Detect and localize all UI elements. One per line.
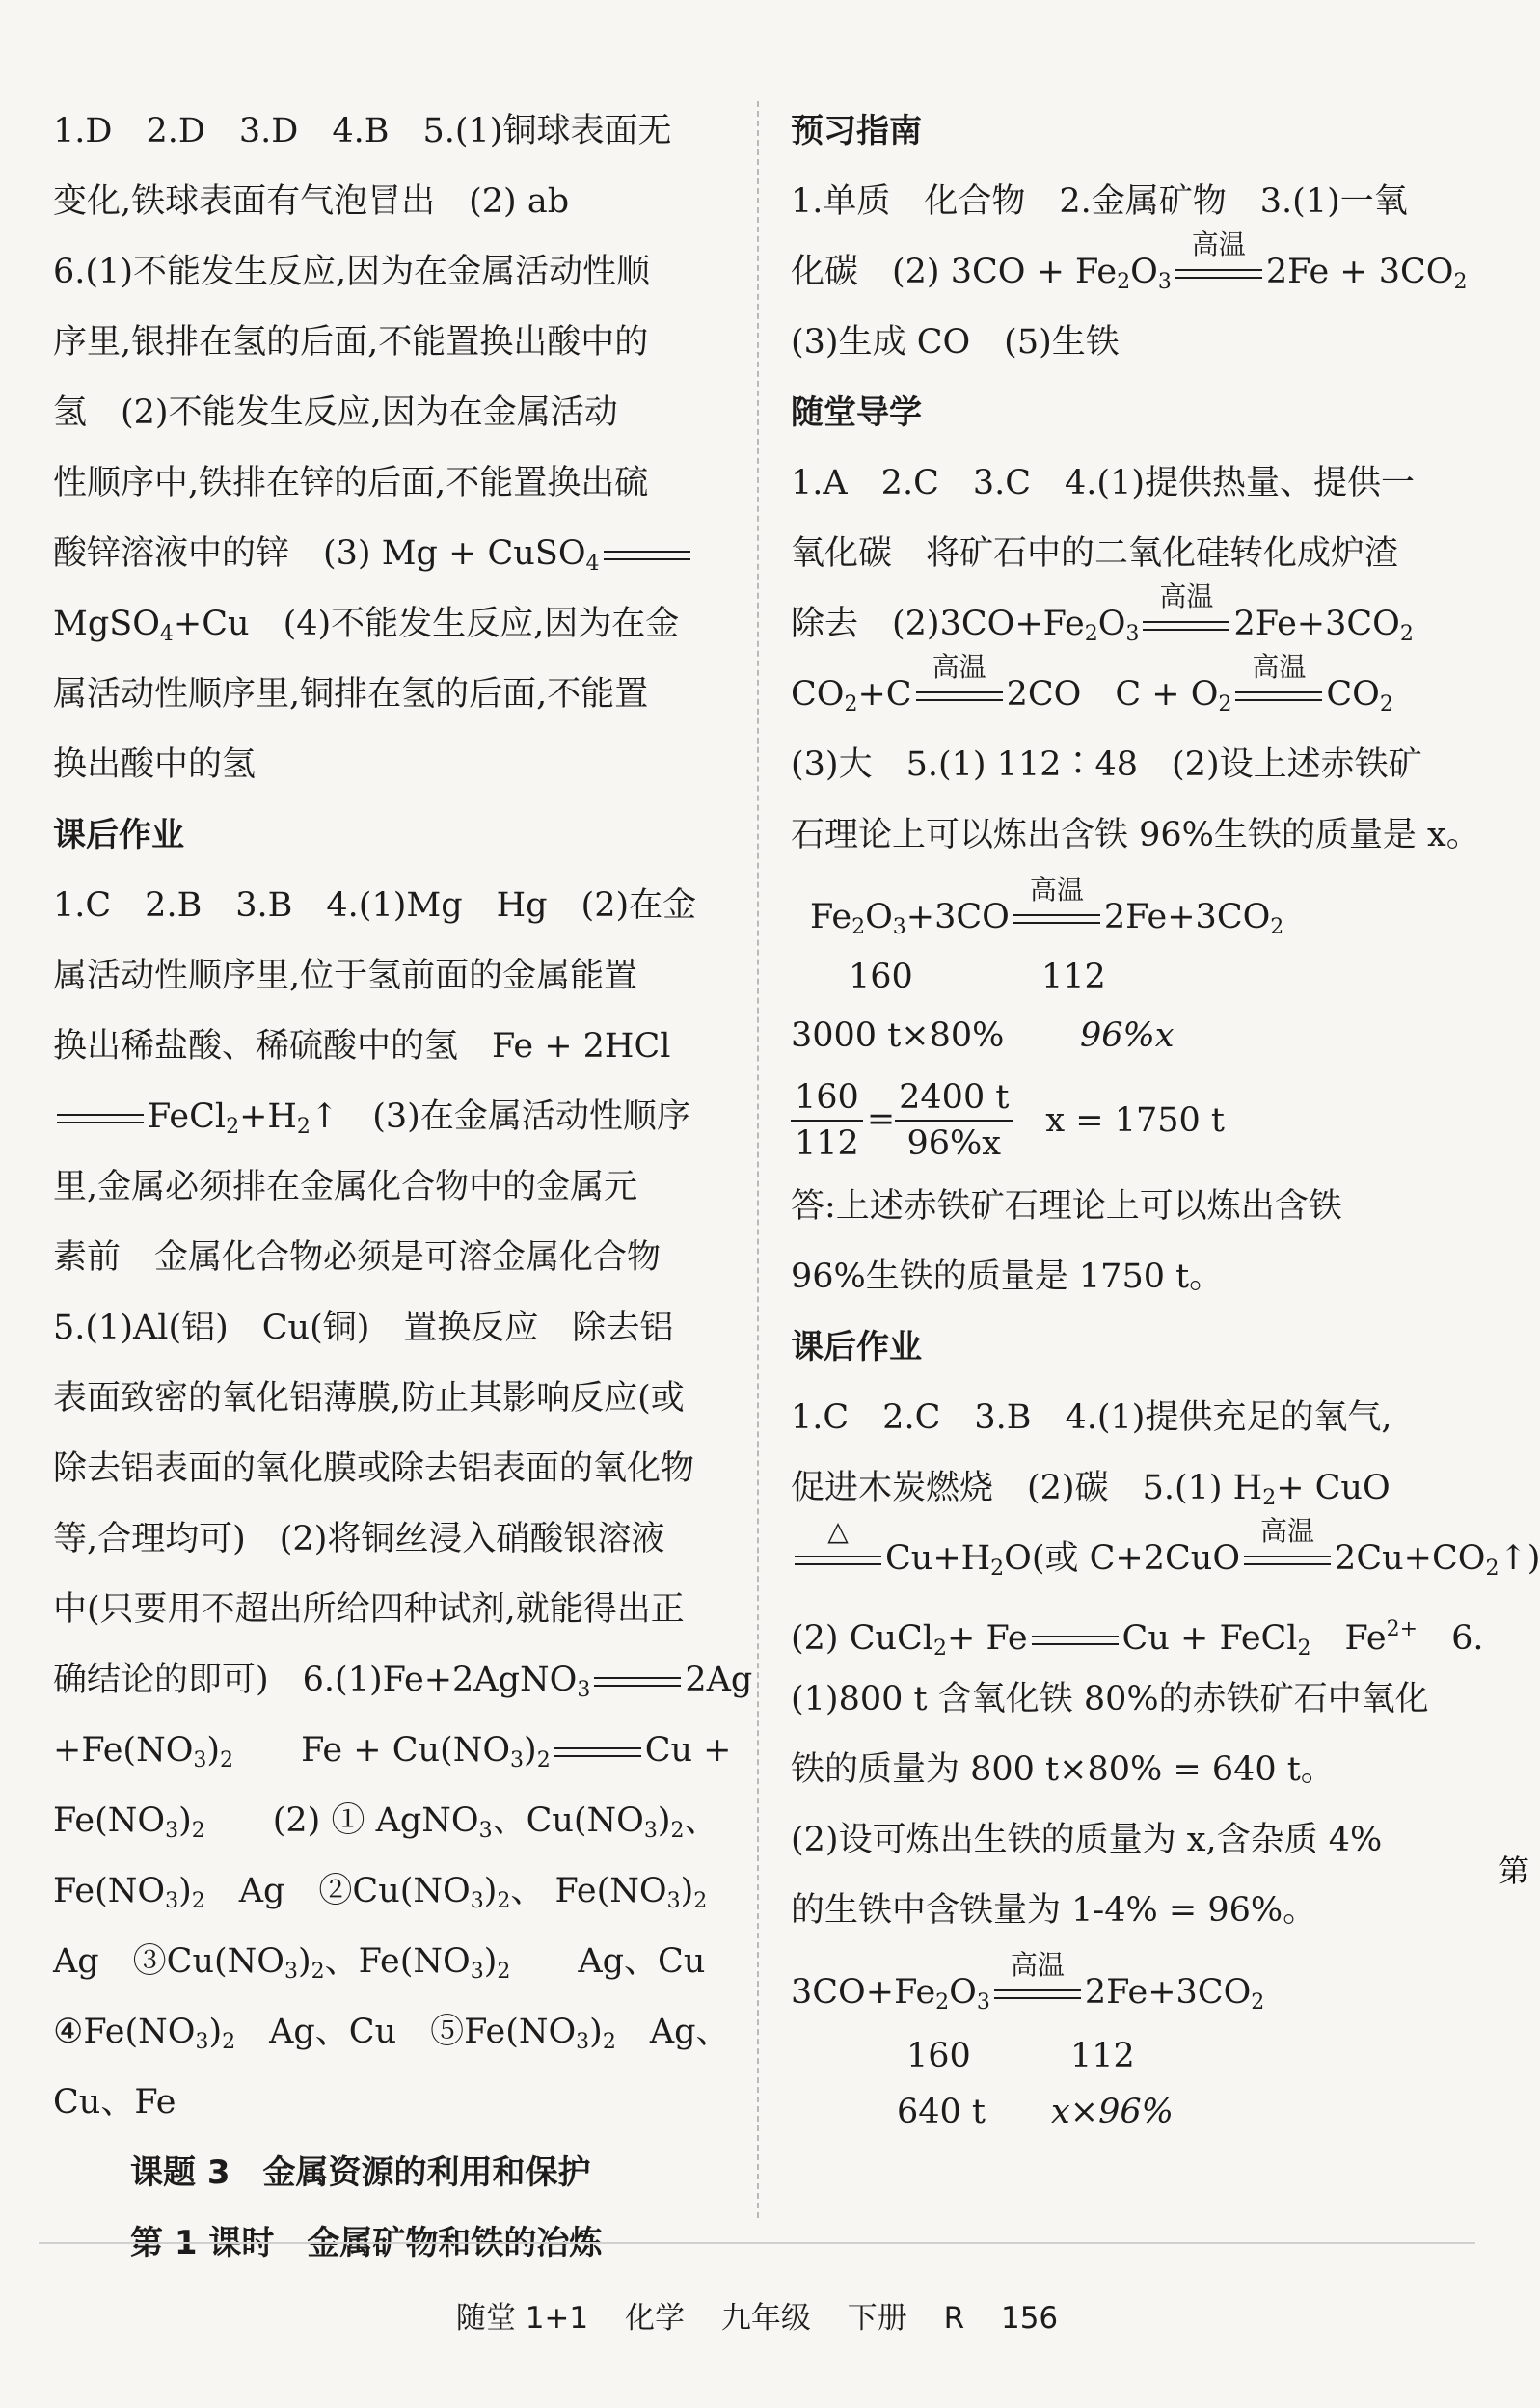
- answer-line: 5.(1)Al(铝) Cu(铜) 置换反应 除去铝: [53, 1309, 674, 1347]
- answer-line: [791, 1453, 1466, 1524]
- text: ): [178, 1872, 192, 1910]
- equals-sign: [57, 1104, 144, 1133]
- equals-sign: [1143, 580, 1229, 640]
- answer-line: 氢 (2)不能发生反应,因为在金属活动: [53, 393, 618, 432]
- answer-line: 换出酸中的氢: [53, 745, 257, 784]
- subscript: 3: [510, 1748, 525, 1772]
- page-number: 156: [1000, 2301, 1059, 2336]
- text: ): [483, 1872, 498, 1910]
- text: 640 t: [897, 2093, 986, 2131]
- text: FeCl: [148, 1097, 227, 1136]
- text: Ag、: [649, 2013, 730, 2051]
- text: MgSO: [53, 605, 160, 643]
- subscript: 3: [976, 1990, 990, 2015]
- result: x = 1750 t: [1045, 1100, 1225, 1140]
- text: +Cu (4)不能发生反应,因为在金: [173, 605, 680, 643]
- answer-line: 除去 $(2)3CO+Fe_2O_3$ 高温 $2Fe+3CO_2$: [791, 580, 1414, 646]
- answer-line: 1.单质 化合物 2.金属矿物 3.(1)一氧: [791, 182, 1408, 221]
- text: 2Fe + 3CO: [1265, 253, 1454, 291]
- left-column: [53, 96, 753, 2279]
- calc-mass-row: [791, 2084, 1466, 2140]
- answer-line: 属活动性顺序里,铜排在氢的后面,不能置: [53, 675, 649, 714]
- answer-line: 性顺序中,铁排在锌的后面,不能置换出硫: [53, 464, 649, 502]
- text: (2) CuCl: [791, 1619, 933, 1658]
- text: ): [483, 1942, 498, 1981]
- calc-mass-row: [791, 1001, 1466, 1071]
- calc-equation: $Fe_2O_3+3CO$ 高温 $2Fe+3CO_2$: [810, 873, 1284, 939]
- answer-line: 铁的质量为 800 t×80% = 640 t。: [791, 1750, 1335, 1789]
- text: ): [680, 1872, 694, 1910]
- text: O(或 C+2CuO: [1004, 1539, 1241, 1578]
- equals-sign: [916, 650, 1003, 711]
- subscript: 2: [497, 1960, 511, 1984]
- text: Fe + Cu(NO: [301, 1731, 511, 1770]
- answer-line: (2)设可炼出生铁的质量为 x,含杂质 4%: [791, 1821, 1383, 1859]
- text: 、 Fe(NO: [510, 1872, 667, 1910]
- text: 2Fe+3CO: [1103, 898, 1271, 936]
- answer-line: [53, 1927, 718, 1997]
- subscript: 3: [1125, 622, 1140, 646]
- text: CO: [1326, 675, 1380, 714]
- subscript: 2: [191, 1819, 205, 1843]
- subscript: 3: [165, 1819, 179, 1843]
- footer-volume: 下册: [847, 2301, 907, 2336]
- subscript: 2: [1218, 692, 1232, 717]
- answer-line: 答:上述赤铁矿石理论上可以炼出含铁: [791, 1187, 1342, 1226]
- reaction-condition: 高温: [1191, 228, 1246, 260]
- answer-line: 1.A 2.C 3.C 4.(1)提供热量、提供一: [791, 464, 1415, 502]
- equals-sign: [594, 1667, 681, 1696]
- answer-line: 1.D 2.D 3.D 4.B 5.(1)铜球表面无: [53, 112, 672, 150]
- subscript: 2: [933, 1637, 947, 1661]
- answer-line: (1)800 t 含氧化铁 80%的赤铁矿石中氧化: [791, 1680, 1429, 1718]
- text: Cu+H: [885, 1539, 991, 1578]
- answer-line: 除去铝表面的氧化膜或除去铝表面的氧化物: [53, 1449, 695, 1488]
- subscript: 4: [585, 552, 600, 576]
- text: ): [206, 1731, 221, 1770]
- text: +C: [857, 675, 912, 714]
- subscript: 2: [296, 1115, 311, 1139]
- calc-ratio-row: [791, 953, 1466, 1001]
- answer-line: [53, 589, 718, 660]
- subscript: 2: [935, 1990, 950, 2015]
- text: ): [524, 1731, 537, 1770]
- subscript: 2: [844, 692, 858, 717]
- subscript: 2: [1251, 1990, 1265, 2015]
- answer-line: 序里,银排在氢的后面,不能置换出酸中的: [53, 323, 649, 362]
- equals-sign: [554, 1738, 641, 1767]
- subscript: 3: [165, 1889, 179, 1913]
- subscript: 2: [1399, 622, 1414, 646]
- text: 2Ag: [685, 1661, 753, 1699]
- numerator: 160: [791, 1075, 863, 1122]
- subscript: 3: [666, 1889, 681, 1913]
- footer-grade: 九年级: [720, 2301, 811, 2336]
- denominator: 112: [795, 1124, 859, 1163]
- text: 2CO C + O: [1006, 675, 1219, 714]
- text: ): [589, 2013, 603, 2051]
- equals-sign: [604, 541, 690, 570]
- text: 促进木炭燃烧 (2)碳 5.(1) H: [791, 1469, 1263, 1507]
- section-heading-class: 随堂导学: [791, 393, 922, 432]
- text: 2Cu+CO: [1335, 1539, 1486, 1578]
- answer-line: $Fe(NO_3)_2$ (2) ① AgNO$_3$、$Cu(NO_3)_2$、: [53, 1801, 718, 1843]
- text: Fe(NO: [53, 1872, 166, 1910]
- equals-sign: [1032, 1626, 1119, 1655]
- answer-line: 石理论上可以炼出含铁 96%生铁的质量是 x。: [791, 816, 1480, 854]
- subscript: 3: [470, 1889, 484, 1913]
- answer-line: 里,金属必须排在金属化合物中的金属元: [53, 1168, 638, 1206]
- text: 、Fe(NO: [324, 1942, 471, 1981]
- subscript: 2: [670, 1819, 685, 1843]
- text: 112: [1041, 958, 1106, 996]
- subscript: 3: [643, 1819, 658, 1843]
- text: 2Fe+3CO: [1233, 605, 1400, 643]
- equals-sign: [994, 1948, 1081, 2009]
- subscript: 2: [311, 1960, 325, 1984]
- fraction: [895, 1075, 1013, 1166]
- subscript: 2: [1084, 622, 1098, 646]
- text: +Fe(NO: [53, 1731, 194, 1770]
- text: 酸锌溶液中的锌 (3) Mg + CuSO: [53, 534, 586, 573]
- answer-line: [53, 1716, 732, 1786]
- answer-line: (3)生成 CO (5)生铁: [791, 323, 1120, 362]
- text: ↑ (3)在金属活动性顺序: [310, 1097, 690, 1136]
- column-divider: [757, 101, 759, 2218]
- text: 6.: [1451, 1619, 1484, 1658]
- fraction: [791, 1075, 863, 1166]
- equals-sign: [795, 1514, 881, 1575]
- subscript: 2: [602, 2030, 616, 2054]
- calc-equation: $3CO+Fe_2O_3$ 高温 $2Fe+3CO_2$: [791, 1948, 1265, 2015]
- answer-line: 中(只要用不超出所给四种试剂,就能得出正: [53, 1590, 685, 1629]
- subscript: 2: [1262, 1486, 1277, 1510]
- subscript: 3: [892, 915, 906, 939]
- answer-line: [53, 1997, 730, 2068]
- text: Ag ②Cu(NO: [238, 1872, 471, 1910]
- answer-line: 1.C 2.C 3.B 4.(1)提供充足的氧气,: [791, 1398, 1392, 1437]
- footer-edition: R: [943, 2301, 965, 2336]
- equals-sign: [1244, 1514, 1331, 1575]
- footer-subject: 化学: [624, 2301, 685, 2336]
- text: ): [297, 1942, 311, 1981]
- denominator: 96%x: [906, 1124, 1002, 1163]
- text: ): [657, 1801, 671, 1840]
- lesson-subtitle: 第 1 课时 金属矿物和铁的冶炼: [130, 2224, 603, 2262]
- answer-line: [791, 1594, 1484, 1664]
- footer-rule: [39, 2242, 1475, 2244]
- superscript: 2+: [1386, 1617, 1418, 1641]
- subscript: 3: [478, 1819, 493, 1843]
- text: 96%x: [1080, 1016, 1175, 1055]
- reaction-condition: 高温: [1252, 650, 1307, 683]
- answer-line: [53, 1645, 753, 1716]
- text: 3000 t×80%: [791, 1016, 1005, 1055]
- text: ): [208, 2013, 223, 2051]
- subscript: 2: [990, 1556, 1005, 1581]
- equals-sign: [1175, 228, 1262, 288]
- section-heading-homework: 课后作业: [791, 1328, 922, 1366]
- subscript: 4: [159, 622, 174, 646]
- subscript: 3: [576, 2030, 590, 2054]
- answer-line: 素前 金属化合物必须是可溶金属化合物: [53, 1238, 662, 1277]
- answer-line: 换出稀盐酸、稀硫酸中的氢 Fe + 2HCl: [53, 1027, 671, 1066]
- text: +3CO: [905, 898, 1010, 936]
- page-footer: [0, 2293, 1514, 2337]
- subscript: 2: [1297, 1637, 1311, 1661]
- text: 112: [1070, 2037, 1135, 2075]
- section-heading-preview: 预习指南: [791, 112, 922, 150]
- subscript: 2: [851, 915, 866, 939]
- subscript: 2: [1270, 915, 1284, 939]
- answer-line: [53, 1082, 718, 1152]
- answer-line: [791, 650, 1466, 730]
- answer-line: 化碳 (2) $3CO + Fe_2O_3$ 高温 $2Fe + 3CO_2$: [791, 228, 1468, 294]
- answer-line: 表面致密的氧化铝薄膜,防止其影响反应(或: [53, 1379, 685, 1418]
- subscript: 2: [1453, 270, 1468, 294]
- answer-line: [53, 1856, 718, 1927]
- text: Ag、Cu ⑤Fe(NO: [269, 2013, 577, 2051]
- footer-series: 随堂 1+1: [455, 2301, 589, 2336]
- answer-line: 属活动性顺序里,位于氢前面的金属能置: [53, 957, 638, 995]
- subscript: 2: [536, 1748, 551, 1772]
- text: CO: [791, 675, 845, 714]
- proportion-row: $\frac{160}{112}$ = $\frac{2400 t}{96\%x}$ x = 1750 t: [791, 1071, 1466, 1172]
- subscript: 3: [284, 1960, 298, 1984]
- reaction-condition: 高温: [1260, 1514, 1315, 1547]
- subscript: 2: [220, 1748, 234, 1772]
- subscript: 3: [195, 2030, 209, 2054]
- text: 化碳 (2) 3CO + Fe: [791, 253, 1118, 291]
- text: ④Fe(NO: [53, 2013, 196, 2051]
- subscript: 2: [1379, 692, 1393, 717]
- text: (2) ① AgNO: [272, 1801, 479, 1840]
- answer-line: 6.(1)不能发生反应,因为在金属活动性顺: [53, 253, 651, 291]
- answer-line: 变化,铁球表面有气泡冒出 (2) ab: [53, 182, 570, 221]
- text: 除去 (2)3CO+Fe: [791, 605, 1085, 643]
- text: ↑): [1499, 1539, 1540, 1578]
- answer-line: 氧化碳 将矿石中的二氧化硅转化成炉渣: [791, 534, 1399, 573]
- text: x×96%: [1051, 2093, 1174, 2131]
- answer-line: (3)大 5.(1) 112∶48 (2)设上述赤铁矿: [791, 745, 1422, 784]
- reaction-condition: △: [827, 1514, 849, 1547]
- text: Ag ③Cu(NO: [53, 1942, 284, 1981]
- subscript: 2: [191, 1889, 205, 1913]
- subscript: 2: [222, 2030, 236, 2054]
- text: ): [178, 1801, 192, 1840]
- equals-sign: [1235, 650, 1322, 711]
- text: 160: [906, 2037, 971, 2075]
- reaction-condition: 高温: [1159, 580, 1214, 612]
- right-column: [791, 96, 1540, 2140]
- subscript: 2: [693, 1889, 708, 1913]
- subscript: 3: [1157, 270, 1172, 294]
- calc-ratio-row: [791, 2028, 1466, 2084]
- answer-line: 1.C 2.B 3.B 4.(1)Mg Hg (2)在金: [53, 886, 697, 925]
- equals-sign: [1013, 873, 1100, 933]
- text: + Fe: [947, 1619, 1028, 1658]
- text: Ag、Cu: [578, 1942, 706, 1981]
- reaction-condition: 高温: [1010, 1948, 1065, 1981]
- text: Fe: [1344, 1619, 1387, 1658]
- numerator: 2400 t: [895, 1075, 1013, 1122]
- text: 160: [849, 958, 913, 996]
- subscript: 3: [577, 1678, 591, 1702]
- answer-line: 的生铁中含铁量为 1-4% = 96%。: [791, 1891, 1317, 1930]
- text: + CuO: [1276, 1469, 1391, 1507]
- answer-line: Cu、Fe: [53, 2083, 176, 2122]
- edge-tab-char: 第: [1499, 1853, 1530, 1889]
- answer-line: 等,合理均可) (2)将铜丝浸入硝酸银溶液: [53, 1520, 665, 1558]
- subscript: 3: [470, 1960, 484, 1984]
- text: 、Cu(NO: [492, 1801, 644, 1840]
- text: +H: [239, 1097, 297, 1136]
- text: Cu +: [644, 1731, 732, 1770]
- subscript: 2: [497, 1889, 511, 1913]
- text: 2Fe+3CO: [1084, 1973, 1252, 2012]
- subscript: 3: [193, 1748, 207, 1772]
- reaction-condition: 高温: [932, 650, 986, 683]
- subscript: 2: [226, 1115, 240, 1139]
- subscript: 2: [1117, 270, 1131, 294]
- answer-line: [53, 519, 718, 589]
- lesson-title: 课题 3 金属资源的利用和保护: [130, 2153, 591, 2192]
- text: 3CO+Fe: [791, 1973, 936, 2012]
- text: Fe(NO: [53, 1801, 166, 1840]
- answer-line: [791, 1514, 1540, 1594]
- answer-line: 96%生铁的质量是 1750 t。: [791, 1258, 1224, 1296]
- section-heading-homework: 课后作业: [53, 816, 184, 854]
- text: Cu + FeCl: [1121, 1619, 1298, 1658]
- text: 确结论的即可) 6.(1)Fe+2AgNO: [53, 1661, 578, 1699]
- subscript: 2: [1485, 1556, 1499, 1581]
- reaction-condition: 高温: [1029, 873, 1084, 906]
- text: Fe: [810, 898, 852, 936]
